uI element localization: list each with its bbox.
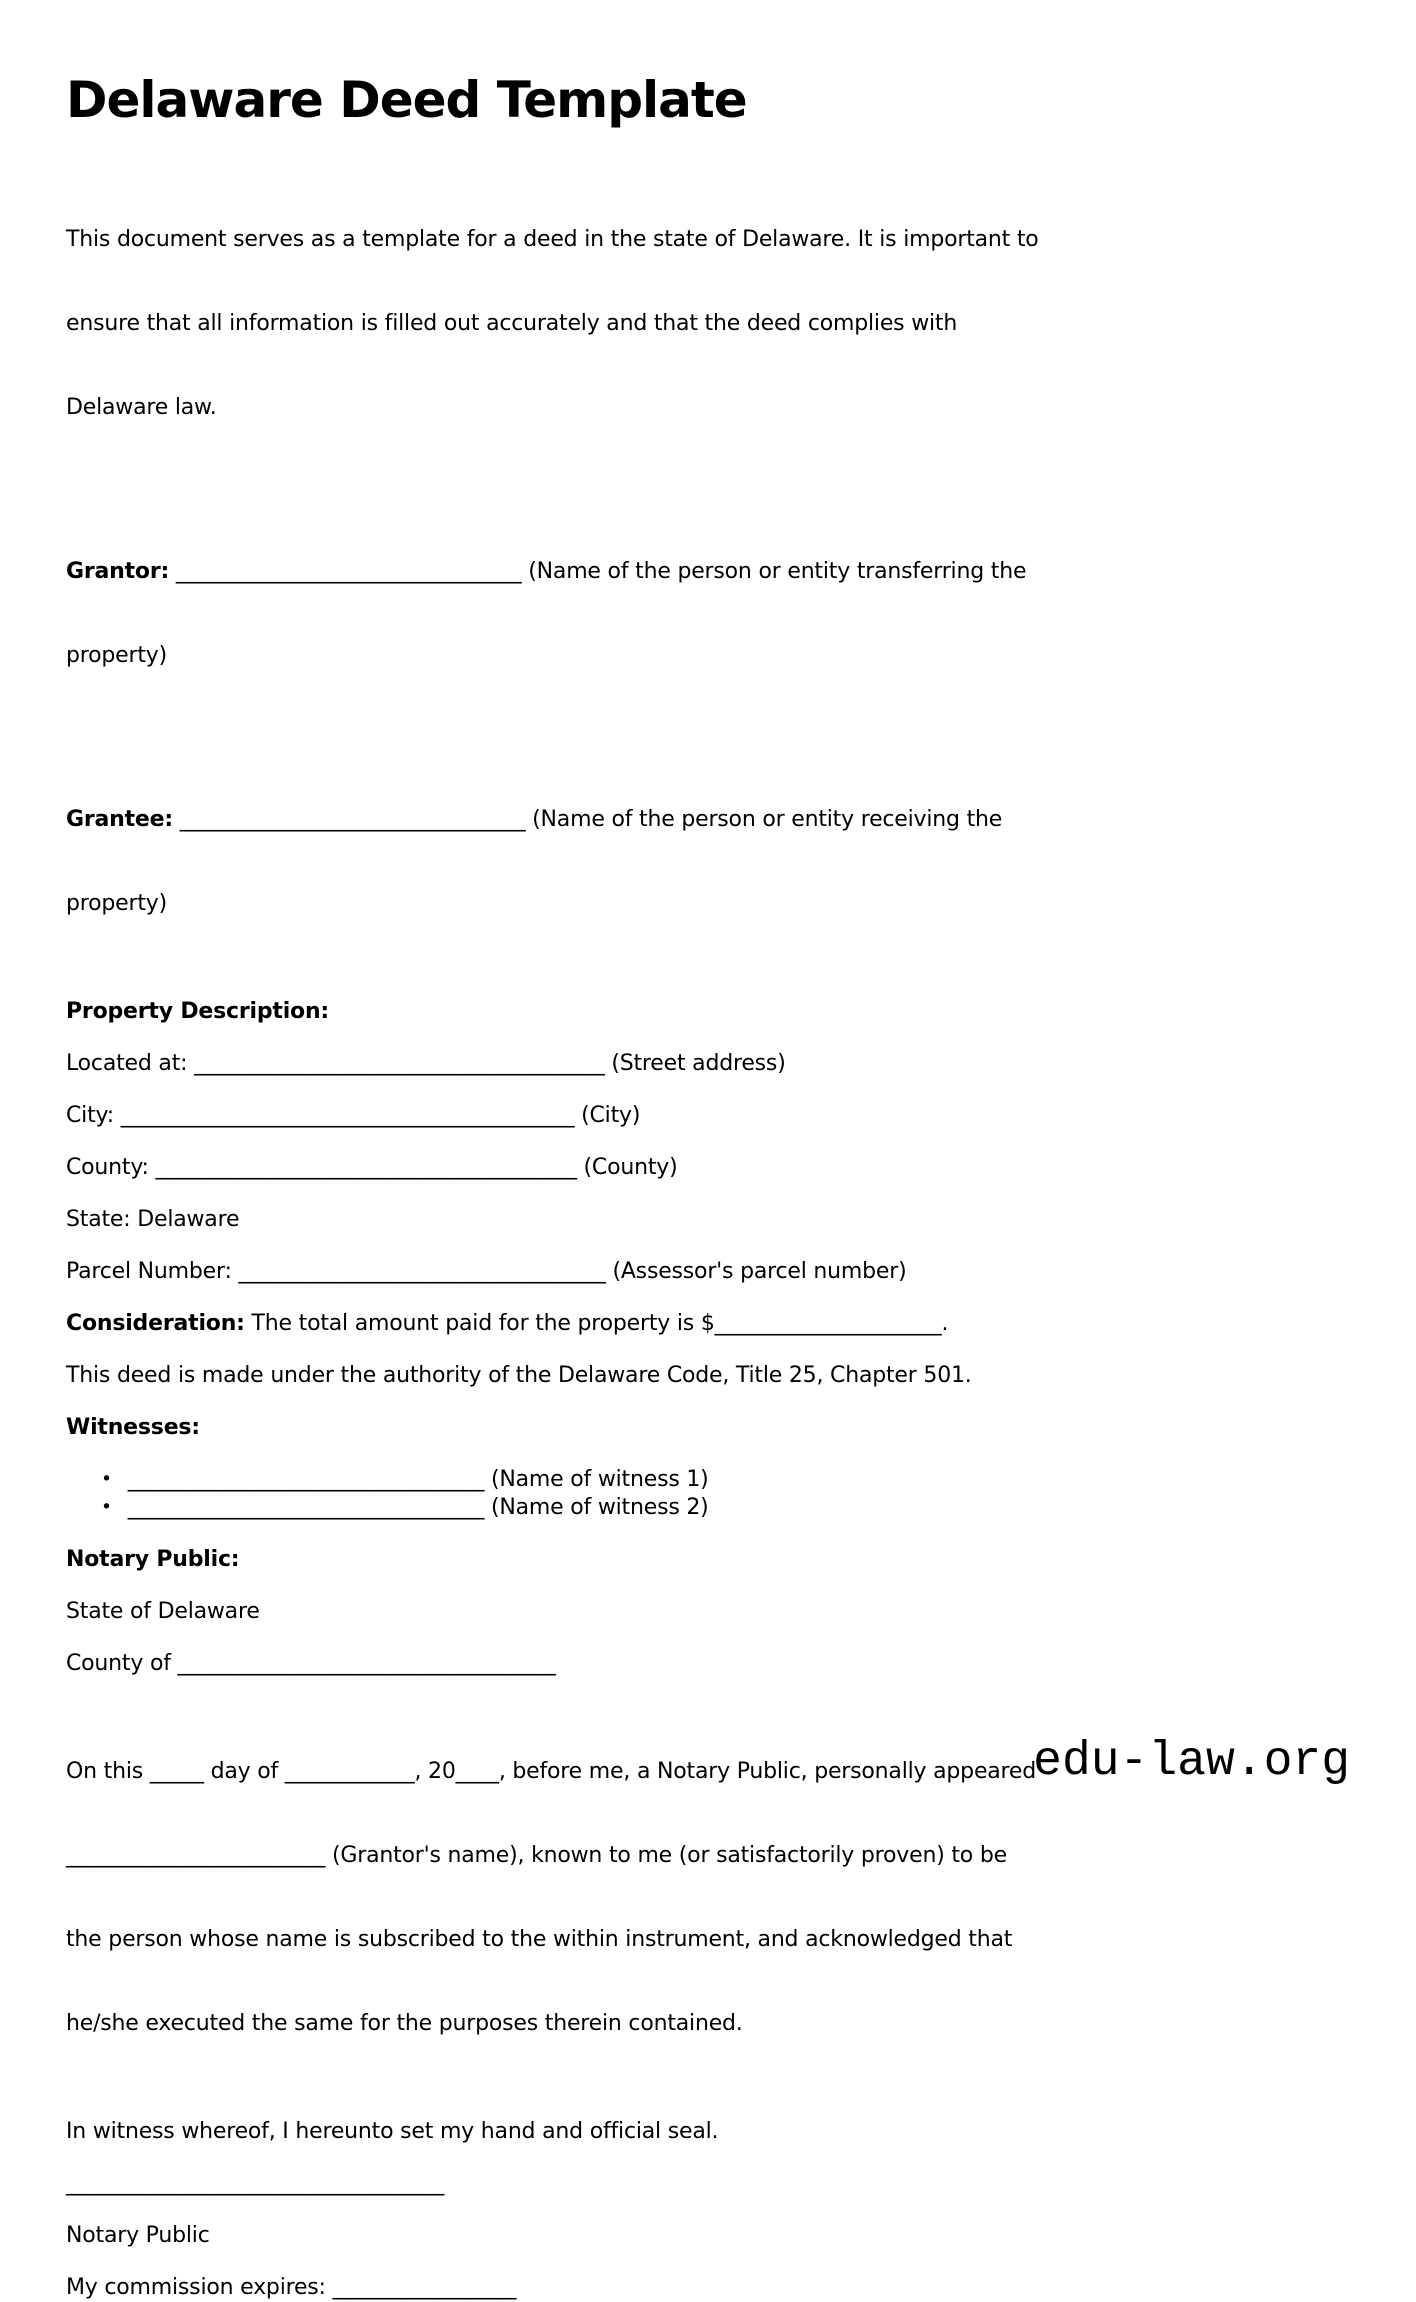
commission-expires-field: My commission expires: _________________ xyxy=(66,2275,517,2300)
grantor-label: Grantor: xyxy=(66,559,170,584)
consideration-field xyxy=(66,1310,1350,1338)
acknowledgment-line-2: ________________________ (Grantor's name), known to me (or satisfactorily proven) to be xyxy=(66,1843,1007,1868)
intro-paragraph xyxy=(66,170,1350,478)
grantee-field xyxy=(66,750,1350,974)
intro-line-1: This document serves as a template for a deed in the state of Delaware. It is important to xyxy=(66,227,1039,252)
grantor-blank: ________________________________ (Name of the person or entity transferring the xyxy=(169,559,1027,584)
intro-line-3: Delaware law. xyxy=(66,395,217,420)
witness-item-2 xyxy=(66,1494,1350,1522)
property-description-heading: Property Description: xyxy=(66,999,330,1024)
grantee-line-2: property) xyxy=(66,891,167,916)
notary-signature-line: ___________________________________ xyxy=(66,2171,445,2196)
grantor-line-2: property) xyxy=(66,643,167,668)
witnesses-heading: Witnesses: xyxy=(66,1415,200,1440)
parcel-number-field: Parcel Number: __________________________________ (Assessor's parcel number) xyxy=(66,1259,907,1284)
document-title: Delaware Deed Template xyxy=(66,71,747,129)
grantee-label: Grantee: xyxy=(66,807,173,832)
acknowledgment-line-3: the person whose name is subscribed to the within instrument, and acknowledged that xyxy=(66,1927,1013,1952)
site-watermark: edu-law.org xyxy=(1033,1735,1350,1789)
state-field: State: Delaware xyxy=(66,1207,240,1232)
witness-list xyxy=(66,1466,1350,1522)
grantee-blank: ________________________________ (Name of the person or entity receiving the xyxy=(172,807,1003,832)
consideration-blank: The total amount paid for the property is $_____________________. xyxy=(244,1311,949,1336)
grantor-line-1 xyxy=(66,558,1350,586)
witness-whereof-line: In witness whereof, I hereunto set my hand and official seal. xyxy=(66,2119,719,2144)
acknowledgment-line-1: On this _____ day of ____________, 20____, before me, a Notary Public, personally appeared xyxy=(66,1759,1037,1784)
grantor-field xyxy=(66,502,1350,726)
notary-heading: Notary Public: xyxy=(66,1547,240,1572)
county-field: County: _______________________________________ (County) xyxy=(66,1155,678,1180)
authority-statement: This deed is made under the authority of the Delaware Code, Title 25, Chapter 501. xyxy=(66,1363,972,1388)
witness-2-blank: _________________________________ (Name of witness 2) xyxy=(127,1495,709,1520)
bullet-icon: • xyxy=(100,1468,112,1491)
witness-1-blank: _________________________________ (Name of witness 1) xyxy=(127,1467,709,1492)
notary-state-line: State of Delaware xyxy=(66,1599,260,1624)
notary-public-label: Notary Public xyxy=(66,2223,210,2248)
acknowledgment-line-4: he/she executed the same for the purposes therein contained. xyxy=(66,2011,743,2036)
grantee-line-1 xyxy=(66,806,1350,834)
witness-item-1 xyxy=(66,1466,1350,1494)
bullet-icon: • xyxy=(100,1496,112,1519)
located-at-field: Located at: ______________________________________ (Street address) xyxy=(66,1051,786,1076)
notary-county-field: County of ___________________________________ xyxy=(66,1651,556,1676)
consideration-label: Consideration: xyxy=(66,1311,245,1336)
city-field: City: __________________________________________ (City) xyxy=(66,1103,641,1128)
intro-line-2: ensure that all information is filled out accurately and that the deed complies with xyxy=(66,311,958,336)
